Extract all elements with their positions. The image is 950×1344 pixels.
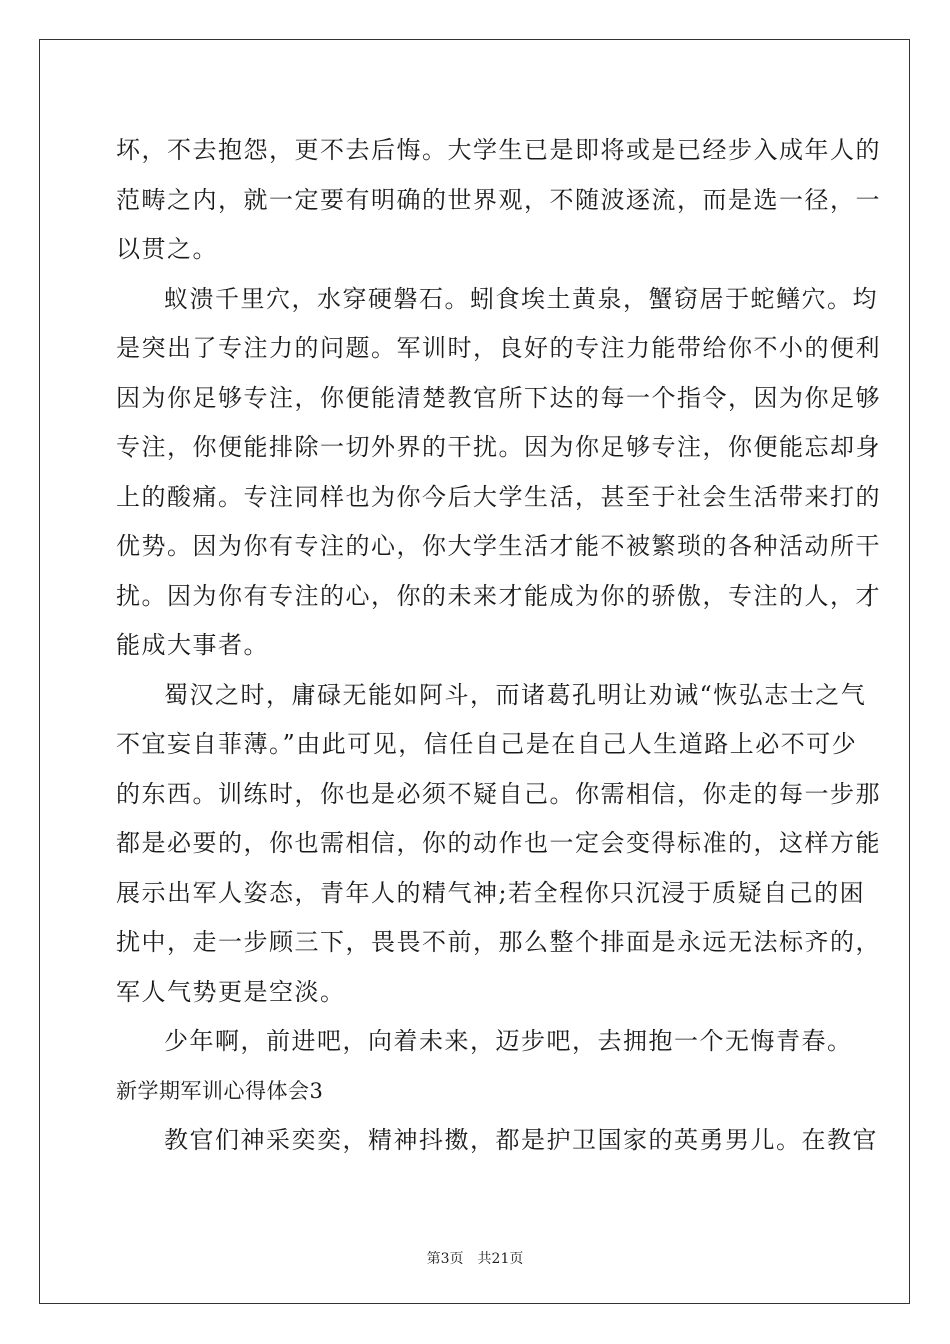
text-line: 蚁溃千里穴，水穿硬磐石。蚓食埃土黄泉，蟹窃居于蛇鳝穴。均 <box>164 284 878 313</box>
text-line: 蜀汉之时，庸碌无能如阿斗，而诸葛孔明让劝诫“恢弘志士之气 <box>164 680 867 709</box>
text-line: 扰中，走一步顾三下，畏畏不前，那么整个排面是永远无法标齐的， <box>116 928 881 956</box>
text-line: 是突出了专注力的问题。军训时，良好的专注力能带给你不小的便利 <box>116 334 881 362</box>
text-line: 扰。因为你有专注的心，你的未来才能成为你的骄傲，专注的人，才 <box>116 581 881 610</box>
text-line: 上的酸痛。专注同样也为你今后大学生活，甚至于社会生活带来打的 <box>116 482 881 511</box>
text-line: 范畴之内，就一定要有明确的世界观，不随波逐流，而是选一径，一 <box>116 185 881 214</box>
section-heading: 新学期军训心得体会3 <box>116 1078 324 1103</box>
text-line: 少年啊，前进吧，向着未来，迈步吧，去拥抱一个无悔青春。 <box>164 1027 853 1055</box>
text-line: 展示出军人姿态，青年人的精气神;若全程你只沉浸于质疑自己的困 <box>116 878 866 907</box>
text-line: 的东西。训练时，你也是必须不疑自己。你需相信，你走的每一步那 <box>116 779 881 808</box>
text-line: 军人气势更是空淡。 <box>116 977 346 1006</box>
document-body <box>116 126 881 1166</box>
text-line: 教官们神采奕奕，精神抖擞，都是护卫国家的英勇男儿。在教官 <box>164 1126 878 1154</box>
text-line: 能成大事者。 <box>116 631 269 659</box>
text-line: 因为你足够专注，你便能清楚教官所下达的每一个指令，因为你足够 <box>116 383 881 412</box>
text-line: 坏，不去抱怨，更不去后悔。大学生已是即将或是已经步入成年人的 <box>116 136 881 164</box>
text-line: 专注，你便能排除一切外界的干扰。因为你足够专注，你便能忘却身 <box>116 433 881 461</box>
text-line: 都是必要的，你也需相信，你的动作也一定会变得标准的，这样方能 <box>116 829 881 857</box>
text-line: 以贯之。 <box>116 235 218 263</box>
text-line: 不宜妄自菲薄。”由此可见，信任自己是在自己人生道路上必不可少 <box>116 730 858 758</box>
page-number-footer: 第3页 共21页 <box>426 1251 524 1267</box>
text-line: 优势。因为你有专注的心，你大学生活才能不被繁琐的各种活动所干 <box>116 532 881 560</box>
